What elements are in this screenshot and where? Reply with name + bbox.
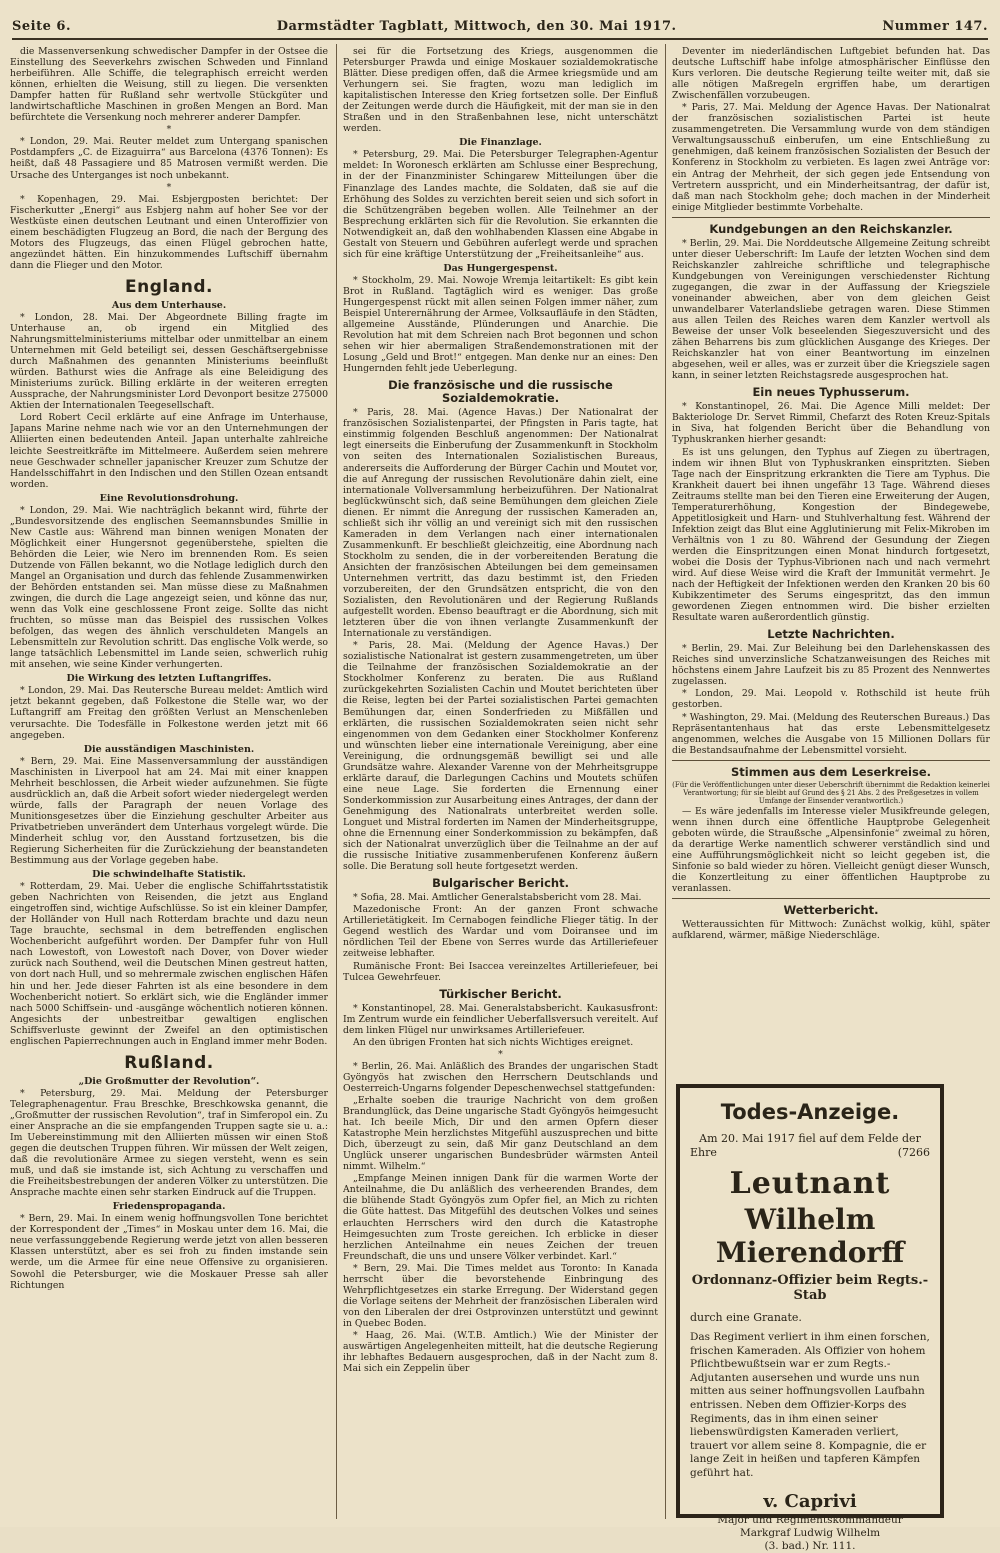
subheading: Das Hungergespenst. xyxy=(443,262,558,274)
issue-number: Nummer 147. xyxy=(882,18,988,34)
article-paragraph: * Berlin, 29. Mai. Die Norddeutsche Allgemeine Zeitung schreibt unter dieser Ueberschrift: Im Laufe der letzten Wochen sind dem Reichskanzler zahlreiche schriftliche und telegraphische Kundgebungen von Vereinigungen verschiedenster Richtung zugegangen, die zwar in der Auffassung der Kriegsziele voneinander abweichen, aber von dem gleichen Geist unwandelbarer Vaterlandsliebe getragen waren. Diese Stimmen aus allen Teilen des Reiches waren dem Kanzler wertvoll als Beweise der unser Volk beseelenden Siegeszuversicht und des zähen Beharrens bis zum glücklichen Ausgange des Krieges. Der Reichskanzler hat von einer Beantwortung im einzelnen abgesehen, weil er alles, was er zurzeit über die Kriegsziele sagen kann, in seiner letzten Reichstagsrede ausgesprochen hat. xyxy=(672,237,990,382)
article-paragraph: Lord Robert Cecil erklärte auf eine Anfrage im Unterhause, Japans Marine nehme nach wie vor an den Unternehmungen der Alliierten einen bedeutenden Anteil. Japan unterhalte zahlreiche leichte Seestreitkräfte im Mittelmeere. Außerdem seien mehrere neue Geschwader schneller japanischer Kreuzer zum Schutze der Handelsschiffahrt in den Indischen und den Stillen Ozean entsandt worden. xyxy=(10,412,328,490)
section-heading-typhusserum: Ein neues Typhusserum. xyxy=(752,385,910,400)
article-paragraph: „Erhalte soeben die traurige Nachricht von dem großen Brandunglück, das Deine ungarische Stadt Gyöngyös heimgesucht hat. Ich beeile Mich, Dir und den armen Opfern dieser Katastrophe Mein herzlichstes Mitgefühl auszusprechen und bitte Dich, überzeugt zu sein, daß Mir ganz Deutschland an dem Unglück unserer ungarischen Bundesbrüder wärmsten Anteil nimmt. Wilhelm.“ xyxy=(343,1094,658,1173)
death-notice-ref: (7266 xyxy=(897,1146,930,1159)
death-notice xyxy=(676,1084,944,1552)
article-paragraph: * London, 29. Mai. Reuter meldet zum Untergang spanischen Postdampfers „C. de Eizaguirra“ aus Barcelona (4376 Tonnen): Es heißt, daß 48 Passagiere und 85 Matrosen vermißt werden. Die Ursache des Unterganges ist noch unbekannt. xyxy=(10,136,328,181)
article-paragraph: — Es wäre jedenfalls im Interesse vieler Musikfreunde gelegen, wenn ihnen durch eine öffentliche Hauptprobe Gelegenheit geboten würde, die Straußsche „Alpensinfonie“ zweimal zu hören, da derartige Werke namentlich schwerer verständlich sind und eine Aufführungsmöglichkeit nicht so leicht gegeben ist, die Sinfonie so bald wieder zu hören. Vielleicht genügt dieser Wunsch, die Konzertleitung zu einer öffentlichen Hauptprobe zu veranlassen. xyxy=(672,805,990,895)
article-paragraph: Deventer im niederländischen Luftgebiet befunden hat. Das deutsche Luftschiff habe infolge atmosphärischer Einflüsse den Kurs verloren. Die deutsche Regierung teilte weiter mit, daß sie alle nötigen Maßregeln ergriffen habe, um derartigen Zwischenfällen vorzubeugen. xyxy=(672,46,990,102)
signature: v. Caprivi xyxy=(763,1490,857,1512)
article-paragraph: * Petersburg, 29. Mai. Meldung der Petersburger Telegraphenagentur. Frau Breschke, Breschkowska genannt, die „Großmutter der russischen Revolution“, traf in Simferopol ein. Zu einer Ansprache an die sie empfangenden Truppen sagte sie u. a.: Im Uebereinstimmung mit den Alliierten müssen wir einen Stoß gegen die deutschen Truppen führen. Wir müssen der Welt zeigen, daß die revolutionäre Armee zu siegen versteht, wenn es sein muß, und daß sie imstande ist, sich Achtung zu verschaffen und die Freiheitsbestrebungen der anderen Völker zu unterstützen. Die Ansprache machte einen sehr starken Eindruck auf die Truppen. xyxy=(10,1087,328,1199)
article-paragraph: * Paris, 28. Mai. (Meldung der Agence Havas.) Der sozialistische Nationalrat ist gestern zusammengetreten, um über die Teilnahme der französischen Sozialdemokratie an der Stockholmer Konferenz zu beraten. Die aus Rußland zurückgekehrten Sozialisten Cachin und Moutet berichteten über die Reise, legten bei der Partei sozialistischen Partei gemachten Bemühungen dar, einen Sonderfrieden zu Mißfällen und erklärten, die russischen Sozialdemokraten seien nicht sehr eingenommen von dem Gedanken einer Stockholmer Konferenz und wünschten lieber eine internationale Vereinigung, aber eine Vereinigung, die ordnungsgemäß bewilligt sei und alle Grundsätze wahre. Alexander Varenne von der Mehrheitsgruppe erklärte darauf, die Darlegungen Cachins und Moutets schüfen eine neue Lage. Sie forderten die Ernennung einer Sonderkommission zur Ausarbeitung eines Antrages, der dann der Genehmigung des Nationalrats unterbreitet werden solle. Longuet und Mistral forderten im Namen der Minderheitsgruppe, ohne die Ernennung einer Sonderkommission zu bekämpfen, daß sich der Nationalrat unverzüglich über die Teilnahme an der auf die russische Initiative zusammenberufenen Konferenz äußern solle. Die Beratung soll heute fortgesetzt werden. xyxy=(343,640,658,873)
subheading: Friedenspropaganda. xyxy=(112,1201,226,1213)
article-paragraph: sei für die Fortsetzung des Kriegs, ausgenommen die Petersburger Prawda und einige Moskauer sozialdemokratische Blätter. Diese predigen offen, daß die Armee kriegsmüde und am Verhungern sei. Sie fragten, wozu man lediglich im kapitalistischen Interesse den Krieg fortsetzen solle. Der Einfluß der Zeitungen werde durch die Häufigkeit, mit der man sie in den Straßen und in den Straßenbahnen lese, nicht unterschätzt werden. xyxy=(343,46,658,135)
masthead: Darmstädter Tagblatt, Mittwoch, den 30. Mai 1917. xyxy=(276,18,677,34)
column-2: sei für die Fortsetzung des Kriegs, ausgenommen die Petersburger Prawda und einige Moskauer sozialdemokratische Blätter. Diese predigen offen, daß die Armee kriegsmüde und am Verhungern sei. Sie fragten, wozu man lediglich im kapitalistischen Interesse den Krieg fortsetzen solle. Der Einfluß der Zeitungen werde durch die Häufigkeit, mit der man sie in den Straßen und in den Straßenbahnen lese, nicht unterschätzt werden. Die Finanzlage. * Petersburg, 29. Mai. Die Petersburger Telegraphen-Agentur meldet: In Woronesch erklärten am Schlusse einer Besprechung, in der der Finanzminister Schingarew Mitteilungen über die Finanzlage des Landes machte, die Soldaten, daß sie auf die Erhöhung des Soldes zu verzichten bereit seien und sich sofort in die Schützengräben begeben wollen. Alle Teilnehmer an der Besprechung erklärten sich für die Revolution. Sie erkannten die Notwendigkeit an, daß den wohlhabenden Klassen eine Abgabe in Gestalt von Steuern und Gebühren auferlegt werde und sprachen sich für eine kräftige Unterstützung der „Freiheitsanleihe“ aus. Das Hungergespenst. * Stockholm, 29. Mai. Nowoje Wremja leitartikelt: Es gibt kein Brot in Rußland. Tagtäglich wird es weniger. Das große Hungergespenst rückt mit allen seinen Folgen immer näher, zum Beispiel Unterernährung der Armee, Volksaufläufe in den Städten, allgemeine Ausstände, Plünderungen und Anarchie. Die Revolution hat mit dem Schreien nach Brot begonnen und schon sehen wir hier abermaligen Straßendemonstrationen mit der Losung „Geld und Brot!“ entgegen. Man denke nur an eines: Den Hungernden fehlt jede Ueberlegung. Die französische und die russische Sozialdemokratie. * Paris, 28. Mai. (Agence Havas.) Der Nationalrat der französischen Sozialistenpartei, der Pfingsten in Paris tagte, hat einstimmig folgenden Beschluß angenommen: Der Nationalrat legt einerseits die Einberufung der Zusammenkunft in Stockholm von seiten des Internationalen Sozialistischen Bureaus, andererseits die Aufforderung der Bürger Cachin und Moutet vor, die auf Anregung der russischen Revolutionäre dahin zielt, eine internationale Vollversammlung herbeizuführen. Der Nationalrat beglückwünscht sich, daß seine Bemühungen dem gleichen Ziele dienen. Er nimmt die Anregung der russischen Kameraden an, schließt sich ihr völlig an und vereinigt sich mit den russischen Kameraden in dem Verlangen nach einer internationalen Zusammenkunft. Er beschließt gleichzeitig, eine Abordnung nach Stockholm zu senden, die in der vorbereitenden Beratung die Ansichten der französischen Abteilungen bei dem gemeinsamen Unternehmen vertritt, das dazu bestimmt ist, den Frieden vorzubereiten, der den Grundsätzen entspricht, die von den Sozialisten, den Revolutionären und der Regierung Rußlands aufgestellt worden. Ebenso beauftragt er die Abordnung, sich mit letzteren über die von ihnen verlangte Zusammenkunft der Internationale zu verständigen. * Paris, 28. Mai. (Meldung der Agence Havas.) Der sozialistische Nationalrat ist gestern zusammengetreten, um über die Teilnahme der französischen Sozialdemokratie an der Stockholmer Konferenz zu beraten. Die aus Rußland zurückgekehrten Sozialisten Cachin und Moutet berichteten über die Reise, legten bei der Partei sozialistischen Partei gemachten Bemühungen dar, einen Sonderfrieden zu Mißfällen und erklärten, die russischen Sozialdemokraten seien nicht sehr eingenommen von dem Gedanken einer Stockholmer Konferenz und wünschten lieber eine internationale Vereinigung, aber eine Vereinigung, die ordnungsgemäß bewilligt sei und alle Grundsätze wahre. Alexander Varenne von der Mehrheitsgruppe erklärte darauf, die Darlegungen Cachins und Moutets schüfen eine neue Lage. Sie forderten die Ernennung einer Sonderkommission zur Ausarbeitung eines Antrages, der dann der Genehmigung des Nationalrats unterbreitet werden solle. Longuet und Mistral forderten im Namen der Minderheitsgruppe, ohne die Ernennung einer Sonderkommission zu bekämpfen, daß sich der Nationalrat unverzüglich über die Teilnahme an der auf die russische Initiative zusammenberufenen Konferenz äußern solle. Die Beratung soll heute fortgesetzt werden. Bulgarischer Bericht. * Sofia, 28. Mai. Amtlicher Generalstabsbericht vom 28. Mai. Mazedonische Front: An der ganzen Front schwache Artillerietätigkeit. Im Cernabogen feindliche Flieger tätig. In der Gegend westlich des Wardar und vom Doiransee und im nördlichen Teil der Ebene von Serres wurde das Artilleriefeuer zeitweise lebhafter. Rumänische Front: Bei Isaccea vereinzeltes Artilleriefeuer, bei Tulcea Gewehrfeuer. Türkischer Bericht. * Konstantinopel, 28. Mai. Generalstabsbericht. Kaukasusfront: Im Zentrum wurde ein feindlicher Ueberfallsversuch vereitelt. Auf dem linken Flügel nur unwirksames Artilleriefeuer. An den übrigen Fronten hat sich nichts Wichtiges ereignet. * * Berlin, 26. Mai. Anläßlich des Brandes der ungarischen Stadt Gyöngyös hat zwischen den Herrschern Deutschlands und Oesterreich-Ungarns folgender Depeschenwechsel stattgefunden: „Erhalte soeben die traurige Nachricht von dem großen Brandunglück, das Deine ungarische Stadt Gyöngyös heimgesucht hat. Ich beeile Mich, Dir und den armen Opfern dieser Katastrophe Mein herzlichstes Mitgefühl auszusprechen und bitte Dich, überzeugt zu sein, daß Mir ganz Deutschland an dem Unglück unserer ungarischen Bundesbrüder wärmsten Anteil nimmt. Wilhelm.“ „Empfange Meinen innigen Dank für die warmen Worte der Anteilnahme, die Du anläßlich des verheerenden Brandes, dem die blühende Stadt Gyöngyös zum Opfer fiel, an Mich zu richten die Güte hattest. Das Mitgefühl des deutschen Volkes und seines erlauchten Herrschers wird den durch die Katastrophe Heimgesuchten zum Troste gereichen. Ich erblicke in dieser herzlichen Anteilnahme ein neues Zeichen der treuen Freundschaft, die uns und unsere Völker verbindet. Karl.“ * Bern, 29. Mai. Die Times meldet aus Toronto: In Kanada herrscht über die bevorstehende Einbringung des Wehrpflichtgesetzes ein starke Erregung. Der Widerstand gegen die Vorlage seitens der Mehrheit der französischen Liberalen wird von den Liberalen der drei Ostprovinzen unterstützt und gewinnt in Quebec Boden. * Haag, 26. Mai. (W.T.B. Amtlich.) Wie der Minister der auswärtigen Angelegenheiten mitteilt, hat die deutsche Regierung ihr lebhaftes Bedauern ausgesprochen, daß in der Nacht zum 8. Mai sich ein Zeppelin über xyxy=(343,46,658,1375)
subheading: Die Wirkung des letzten Luftangriffes. xyxy=(66,673,272,685)
article-paragraph: * London, 28. Mai. Der Abgeordnete Billing fragte im Unterhause an, ob irgend ein Mitglied des Nahrungsmittelministeriums mittelbar oder unmittelbar an einem Unternehmen mit Geld beteiligt sei, dessen Geschäftsergebnisse durch Maßnahmen des genannten Ministeriums beeinflußt würden. Bathurst wies die Anfrage als eine Beleidigung des Ministeriums zurück. Billing erklärte in der weiteren erregten Aussprache, der Nahrungsminister Lord Devonport besitze 275000 Aktien der Internationalen Teegesellschaft. xyxy=(10,311,328,412)
signature-title: Major und Regimentskommandeur xyxy=(717,1513,903,1526)
article-paragraph: * London, 29. Mai. Wie nachträglich bekannt wird, führte der „Bundesvorsitzende des englischen Seemannsbundes Smillie in New Castle aus: Während man binnen wenigen Monaten der Möglichkeit einer Hungersnot gegenüberstehe, spielten die Behörden die Leier, wie Nero im brennenden Rom. Es seien Dutzende von Fällen bekannt, wo die Notlage lediglich durch den Mangel an Organisation und durch das fehlende Zusammenwirken der Behörden entstanden sei. Man müsse diese zu Maßnahmen zwingen, die durch die Lage angezeigt seien, und könne das nur, wenn das Volk eine geschlossene Front zeige. Sollte das nicht fruchten, so müsse man das Beispiel des russischen Volkes befolgen, das wegen des ähnlich verschuldeten Mangels an Lebensmitteln zur Revolution schritt. Das englische Volk werde, so lange tatsächlich Lebensmittel im Lande seien, schwerlich ruhig mit ansehen, wie seine Kinder verhungerten. xyxy=(10,504,328,671)
column-1: die Massenversenkung schwedischer Dampfer in der Ostsee die Einstellung des Seeverkehrs zwischen Schweden und Finnland herbeiführen. Alle Schiffe, die telegraphisch erreicht werden können, erhielten die Weisung, still zu liegen. Die versenkten Dampfer hatten für Rußland sehr wertvolle Stückgüter und landwirtschaftliche Maschinen in großen Mengen an Bord. Man befürchtete die Versenkung noch mehrerer anderer Dampfer. * * London, 29. Mai. Reuter meldet zum Untergang spanischen Postdampfers „C. de Eizaguirra“ aus Barcelona (4376 Tonnen): Es heißt, daß 48 Passagiere und 85 Matrosen vermißt werden. Die Ursache des Unterganges ist noch unbekannt. * * Kopenhagen, 29. Mai. Esbjergposten berichtet: Der Fischerkutter „Energi“ aus Esbjerg nahm auf hoher See vor der Westküste einen deutschen Leutnant und einen Unteroffizier von einem beschädigten Flugzeug an Bord, die nach der Bergung des Motors des Flugzeugs, das einen Flügel gebrochen hatte, angezündet hätten. Ein hinzukommendes Luftschiff übernahm dann die Flieger und den Motor. England. Aus dem Unterhause. * London, 28. Mai. Der Abgeordnete Billing fragte im Unterhause an, ob irgend ein Mitglied des Nahrungsmittelministeriums mittelbar oder unmittelbar an einem Unternehmen mit Geld beteiligt sei, dessen Geschäftsergebnisse durch Maßnahmen des genannten Ministeriums beeinflußt würden. Bathurst wies die Anfrage als eine Beleidigung des Ministeriums zurück. Billing erklärte in der weiteren erregten Aussprache, der Nahrungsminister Lord Devonport besitze 275000 Aktien der Internationalen Teegesellschaft. Lord Robert Cecil erklärte auf eine Anfrage im Unterhause, Japans Marine nehme nach wie vor an den Unternehmungen der Alliierten einen bedeutenden Anteil. Japan unterhalte zahlreiche leichte Seestreitkräfte im Mittelmeere. Außerdem seien mehrere neue Geschwader schneller japanischer Kreuzer zum Schutze der Handelsschiffahrt in den Indischen und den Stillen Ozean entsandt worden. Eine Revolutionsdrohung. * London, 29. Mai. Wie nachträglich bekannt wird, führte der „Bundesvorsitzende des englischen Seemannsbundes Smillie in New Castle aus: Während man binnen wenigen Monaten der Möglichkeit einer Hungersnot gegenüberstehe, spielten die Behörden die Leier, wie Nero im brennenden Rom. Es seien Dutzende von Fällen bekannt, wo die Notlage lediglich durch den Mangel an Organisation und durch das fehlende Zusammenwirken der Behörden entstanden sei. Man müsse diese zu Maßnahmen zwingen, die durch die Lage angezeigt seien, und könne das nur, wenn das Volk eine geschlossene Front zeige. Sollte das nicht fruchten, so müsse man das Beispiel des russischen Volkes befolgen, das wegen des ähnlich verschuldeten Mangels an Lebensmitteln zur Revolution schritt. Das englische Volk werde, so lange tatsächlich Lebensmittel im Lande seien, schwerlich ruhig mit ansehen, wie seine Kinder verhungerten. Die Wirkung des letzten Luftangriffes. * London, 29. Mai. Das Reutersche Bureau meldet: Amtlich wird jetzt bekannt gegeben, daß Folkestone die Stelle war, wo der Luftangriff am Freitag den größten Verlust an Menschenleben verursachte. Die Todesfälle in Folkestone werden jetzt mit 66 angegeben. Die ausständigen Maschinisten. * Bern, 29. Mai. Eine Massenversammlung der ausständigen Maschinisten in Liverpool hat am 24. Mai mit einer knappen Mehrheit beschlossen, die Arbeit wieder aufzunehmen. Sie fügte ausdrücklich an, daß die Arbeit sofort wieder niedergelegt werden würde, falls der Paragraph der neuen Vorlage des Munitionsgesetzes über die Einziehung geschulter Arbeiter aus Privatbetrieben unverändert dem Unterhaus vorgelegt würde. Die Minderheit schlug vor, den Ausstand fortzusetzen, bis die Regierung Sicherheiten für die Zurückziehung der beanstandeten Bestimmung aus der Vorlage gegeben habe. Die schwindelhafte Statistik. * Rotterdam, 29. Mai. Ueber die englische Schiffahrtsstatistik geben Nachrichten von Reisenden, die jetzt aus England eingetroffen sind, wichtige Aufschlüsse. So ist ein kleiner Dampfer, der Holländer von Hull nach Rotterdam brachte und dazu neun Tage brauchte, sechsmal in dem betreffenden englischen Wochenbericht aufgeführt worden. Der Dampfer fuhr von Hull nach Lowestoft, von Lowestoft nach Dover, von Dover wieder zurück nach Southend, weil die Deutschen Minen gestreut hatten, von dort nach Hull, und so mehrermale zwischen englischen Häfen hin und her. Jede dieser Fahrten ist als eine besondere in dem Wochenbericht notiert. So erklärt sich, wie die Engländer immer nach 5000 Schiffsein- und -ausgänge wöchentlich notieren können. Angesichts der unbestreitbar gewaltigen englischen Schiffsverluste gewinnt der Zweifel an den optimistischen englischen Papierrechnungen auch in England immer mehr Boden. Rußland. „Die Großmutter der Revolution“. * Petersburg, 29. Mai. Meldung der Petersburger Telegraphenagentur. Frau Breschke, Breschkowska genannt, die „Großmutter der russischen Revolution“, traf in Simferopol ein. Zu einer Ansprache an die sie empfangenden Truppen sagte sie u. a.: Im Uebereinstimmung mit den Alliierten müssen wir einen Stoß gegen die deutschen Truppen führen. Wir müssen der Welt zeigen, daß die revolutionäre Armee zu siegen versteht, wenn es sein muß, und daß sie imstande ist, sich Achtung zu verschaffen und die Freiheitsbestrebungen der anderen Völker zu unterstützen. Die Ansprache machte einen sehr starken Eindruck auf die Truppen. Friedenspropaganda. * Bern, 29. Mai. In einem wenig hoffnungsvollen Tone berichtet der Korrespondent der „Times“ in Moskau unter dem 16. Mai, die neue verfassunggebende Regierung werde jetzt von allen besseren Klassen unterstützt, aber es sei froh zu finden imstande sein werde, um die Armee für eine neue Offensive zu organisieren. Sowohl die Petersburger, wie die Moskauer Presse sah aller Richtungen xyxy=(10,46,328,1291)
section-heading-russland: Rußland. xyxy=(124,1052,214,1073)
article-paragraph: * Bern, 29. Mai. Eine Massenversammlung der ausständigen Maschinisten in Liverpool hat am 24. Mai mit einer knappen Mehrheit beschlossen, die Arbeit wieder aufzunehmen. Sie fügte ausdrücklich an, daß die Arbeit sofort wieder niedergelegt werden würde, falls der Paragraph der neuen Vorlage des Munitionsgesetzes über die Einziehung geschulter Arbeiter aus Privatbetrieben unverändert dem Unterhaus vorgelegt würde. Die Minderheit schlug vor, den Ausstand fortzusetzen, bis die Regierung Sicherheiten für die Zurückziehung der beanstandeten Bestimmung aus der Vorlage gegeben habe. xyxy=(10,755,328,867)
article-paragraph: „Empfange Meinen innigen Dank für die warmen Worte der Anteilnahme, die Du anläßlich des verheerenden Brandes, dem die blühende Stadt Gyöngyös zum Opfer fiel, an Mich zu richten die Güte hattest. Das Mitgefühl des deutschen Volkes und seines erlauchten Herrschers wird den durch die Katastrophe Heimgesuchten zum Troste gereichen. Ich erblicke in dieser herzlichen Anteilnahme ein neues Zeichen der treuen Freundschaft, die uns und unsere Völker verbindet. Karl.“ xyxy=(343,1173,658,1262)
page-header xyxy=(12,14,988,40)
death-notice-ehre: Ehre xyxy=(690,1146,717,1159)
subheading: Die schwindelhafte Statistik. xyxy=(92,869,246,881)
column-3 xyxy=(672,46,990,1077)
section-heading-leserkreise: Stimmen aus dem Leserkreise. xyxy=(730,764,931,779)
section-heading-letzte-nachrichten: Letzte Nachrichten. xyxy=(767,627,895,642)
deceased-role: Ordonnanz-Offizier beim Regts.-Stab xyxy=(691,1273,929,1303)
section-heading-tuerkisch: Türkischer Bericht. xyxy=(439,986,562,1001)
regiment-name: Markgraf Ludwig Wilhelm xyxy=(739,1526,881,1539)
article-paragraph: * Washington, 29. Mai. (Meldung des Reuterschen Bureaus.) Das Repräsentantenhaus hat das erste Lebensmittelgesetz angenommen, welches die Ausgabe von 15 Millionen Dollars für die Bestandsaufnahme der Lebensmittel vorsieht. xyxy=(672,711,990,756)
article-paragraph: * Stockholm, 29. Mai. Nowoje Wremja leitartikelt: Es gibt kein Brot in Rußland. Tagtäglich wird es weniger. Das große Hungergespenst rückt mit allen seinen Folgen immer näher, zum Beispiel Unterernährung der Armee, Volksaufläufe in den Städten, allgemeine Ausstände, Plünderungen und Anarchie. Die Revolution hat mit dem Schreien nach Brot begonnen und schon sehen wir hier abermaligen Straßendemonstrationen mit der Losung „Geld und Brot!“ entgegen. Man denke nur an eines: Den Hungernden fehlt jede Ueberlegung. xyxy=(343,274,658,375)
editorial-note: (Für die Veröffentlichungen unter dieser Ueberschrift übernimmt die Redaktion keinerlei Verantwortung; für sie bleibt auf Grund des § 21 Abs. 2 des Preßgesetzes in vollem Umfange der Einsender verantwortlich.) xyxy=(672,780,990,805)
section-heading-wetterbericht: Wetterbericht. xyxy=(783,903,879,918)
article-paragraph: Mazedonische Front: An der ganzen Front schwache Artillerietätigkeit. Im Cernabogen feindliche Flieger tätig. In der Gegend westlich des Wardar und vom Doiransee und im nördlichen Teil der Ebene von Serres wurde das Artilleriefeuer zeitweise lebhafter. xyxy=(343,904,658,960)
article-paragraph: * Sofia, 28. Mai. Amtlicher Generalstabsbericht vom 28. Mai. xyxy=(353,892,642,904)
article-paragraph: * Konstantinopel, 28. Mai. Generalstabsbericht. Kaukasusfront: Im Zentrum wurde ein feindlicher Ueberfallsversuch vereitelt. Auf dem linken Flügel nur unwirksames Artilleriefeuer. xyxy=(343,1002,658,1036)
column-rule xyxy=(336,44,337,1519)
article-paragraph: Es ist uns gelungen, den Typhus auf Ziegen zu übertragen, indem wir ihnen Blut von Typhuskranken einspritzten. Sieben Tage nach der Einspritzung erkrankten die Tiere am Typhus. Die Krankheit dauert bei ihnen ungefähr 13 Tage. Während dieses Zeitraums stellte man bei den Tieren eine Erweiterung der Augen, Temperaturerhöhung, Kongestion der Bindegewebe, Appetitlosigkeit und Harn- und Stuhlverhaltung fest. Während der Infektion zeigt das Blut eine Agglutinierung mit Felix-Mikroben im Verhältnis von 1 zu 80. Während der Gesundung der Ziegen werden die Einspritzungen einen Monat hindurch fortgesetzt, wobei die Dosis der Typhus-Vibrionen nach und nach vermehrt wird. Auf diese Weise wird die Kraft der Immunität vermehrt. Je nach der Heftigkeit der Infektionen werden den Kranken 20 bis 60 Kubikzentimeter des Serums eingespritzt, das den immun gewordenen Ziegen entnommen wird. Die bisher erzielten Resultate waren außerordentlich günstig. xyxy=(672,446,990,624)
article-paragraph: * Bern, 29. Mai. Die Times meldet aus Toronto: In Kanada herrscht über die bevorstehende Einbringung des Wehrpflichtgesetzes ein starke Erregung. Der Widerstand gegen die Vorlage seitens der Mehrheit der französischen Liberalen wird von den Liberalen der drei Ostprovinzen unterstützt und gewinnt in Quebec Boden. xyxy=(343,1262,658,1329)
column-rule xyxy=(665,44,666,1519)
article-paragraph: * London, 29. Mai. Das Reutersche Bureau meldet: Amtlich wird jetzt bekannt gegeben, daß Folkestone die Stelle war, wo der Luftangriff am Freitag den größten Verlust an Menschenleben verursachte. Die Todesfälle in Folkestone werden jetzt mit 66 angegeben. xyxy=(10,685,328,741)
article-paragraph: * Bern, 29. Mai. In einem wenig hoffnungsvollen Tone berichtet der Korrespondent der „Times“ in Moskau unter dem 16. Mai, die neue verfassunggebende Regierung werde jetzt von allen besseren Klassen unterstützt, aber es sei froh zu finden imstande sein werde, um die Armee für eine neue Offensive zu organisieren. Sowohl die Petersburger, wie die Moskauer Presse sah aller Richtungen xyxy=(10,1213,328,1291)
death-notice-cause: durch eine Granate. xyxy=(690,1311,802,1324)
subheading: Die Finanzlage. xyxy=(459,137,542,149)
page-number: Seite 6. xyxy=(12,18,71,34)
article-paragraph: * London, 29. Mai. Leopold v. Rothschild ist heute früh gestorben. xyxy=(672,688,990,711)
article-paragraph: * Haag, 26. Mai. (W.T.B. Amtlich.) Wie der Minister der auswärtigen Angelegenheiten mitteilt, hat die deutsche Regierung ihr lebhaftes Bedauern ausgesprochen, daß in der Nacht zum 8. Mai sich ein Zeppelin über xyxy=(343,1329,658,1375)
subheading: „Die Großmutter der Revolution“. xyxy=(78,1075,260,1087)
death-notice-intro: Am 20. Mai 1917 fiel auf dem Felde der xyxy=(699,1132,921,1145)
article-paragraph: Rumänische Front: Bei Isaccea vereinzeltes Artilleriefeuer, bei Tulcea Gewehrfeuer. xyxy=(343,960,658,983)
article-paragraph: * Berlin, 26. Mai. Anläßlich des Brandes der ungarischen Stadt Gyöngyös hat zwischen den Herrschern Deutschlands und Oesterreich-Ungarns folgender Depeschenwechsel stattgefunden: xyxy=(343,1060,658,1094)
section-heading-sozialdemokratie: Die französische und die russische Sozialdemokratie. xyxy=(388,378,613,406)
death-notice-body: Das Regiment verliert in ihm einen forschen, frischen Kameraden. Als Offizier von hohem Pflichtbewußtsein war er zum Regts.-Adjutanten ausersehen und wurde uns nun mitten aus seiner hoffnungsvollen Laufbahn entrissen. Neben dem Offizier-Korps des Regiments, das in ihm einen seiner liebenswürdigsten Kameraden verliert, trauert vor allem seine 8. Kompagnie, die er lange Zeit in heißen und tapferen Kämpfen geführt hat. xyxy=(690,1331,930,1479)
article-paragraph: * Konstantinopel, 26. Mai. Die Agence Milli meldet: Der Bakteriologe Dr. Servet Rimmil, Chefarzt des Roten Kreuz-Spitals in Siva, hat folgenden Bericht über die Behandlung von Typhuskranken hierher gesandt: xyxy=(672,401,990,446)
article-paragraph: * Paris, 28. Mai. (Agence Havas.) Der Nationalrat der französischen Sozialistenpartei, der Pfingsten in Paris tagte, hat einstimmig folgenden Beschluß angenommen: Der Nationalrat legt einerseits die Einberufung der Zusammenkunft in Stockholm von seiten des Internationalen Sozialistischen Bureaus, andererseits die Aufforderung der Bürger Cachin und Moutet vor, die auf Anregung der russischen Revolutionäre dahin zielt, eine internationale Vollversammlung herbeizuführen. Der Nationalrat beglückwünscht sich, daß seine Bemühungen dem gleichen Ziele dienen. Er nimmt die Anregung der russischen Kameraden an, schließt sich ihr völlig an und vereinigt sich mit den russischen Kameraden in dem Verlangen nach einer internationalen Zusammenkunft. Er beschließt gleichzeitig, eine Abordnung nach Stockholm zu senden, die in der vorbereitenden Beratung die Ansichten der französischen Abteilungen bei dem gemeinsamen Unternehmen vertritt, das dazu bestimmt ist, den Frieden vorzubereiten, der den Grundsätzen entspricht, die von den Sozialisten, den Revolutionären und der Regierung Rußlands aufgestellt worden. Ebenso beauftragt er die Abordnung, sich mit letzteren über die von ihnen verlangte Zusammenkunft der Internationale zu verständigen. xyxy=(343,407,658,640)
article-paragraph: * Petersburg, 29. Mai. Die Petersburger Telegraphen-Agentur meldet: In Woronesch erklärten am Schlusse einer Besprechung, in der der Finanzminister Schingarew Mitteilungen über die Finanzlage des Landes machte, die Soldaten, daß sie auf die Erhöhung des Soldes zu verzichten bereit seien und sich sofort in die Schützengräben begeben wollen. Alle Teilnehmer an der Besprechung erklärten sich für die Revolution. Sie erkannten die Notwendigkeit an, daß den wohlhabenden Klassen eine Abgabe in Gestalt von Steuern und Gebühren auferlegt werde und sprachen sich für eine kräftige Unterstützung der „Freiheitsanleihe“ aus. xyxy=(343,149,658,260)
subheading: Aus dem Unterhause. xyxy=(111,299,227,311)
death-notice-title: Todes-Anzeige. xyxy=(720,1100,900,1124)
article-paragraph: * Rotterdam, 29. Mai. Ueber die englische Schiffahrtsstatistik geben Nachrichten von Reisenden, die jetzt aus England eingetroffen sind, wichtige Aufschlüsse. So ist ein kleiner Dampfer, der Holländer von Hull nach Rotterdam brachte und dazu neun Tage brauchte, sechsmal in dem betreffenden englischen Wochenbericht aufgeführt worden. Der Dampfer fuhr von Hull nach Lowestoft, von Lowestoft nach Dover, von Dover wieder zurück nach Southend, weil die Deutschen Minen gestreut hatten, von dort nach Hull, und so mehrermale zwischen englischen Häfen hin und her. Jede dieser Fahrten ist als eine besondere in dem Wochenbericht notiert. So erklärt sich, wie die Engländer immer nach 5000 Schiffsein- und -ausgänge wöchentlich notieren können. Angesichts der unbestreitbar gewaltigen englischen Schiffsverluste gewinnt der Zweifel an den optimistischen englischen Papierrechnungen auch in England immer mehr Boden. xyxy=(10,881,328,1047)
deceased-rank: Leutnant xyxy=(729,1166,891,1201)
section-heading-england: England. xyxy=(125,276,213,297)
subheading: Eine Revolutionsdrohung. xyxy=(99,492,239,504)
deceased-name: Wilhelm Mierendorff xyxy=(715,1203,905,1269)
section-heading-bulgarisch: Bulgarischer Bericht. xyxy=(432,876,569,891)
regiment-number: (3. bad.) Nr. 111. xyxy=(764,1539,856,1552)
subheading: Die ausständigen Maschinisten. xyxy=(83,743,255,755)
article-paragraph: die Massenversenkung schwedischer Dampfer in der Ostsee die Einstellung des Seeverkehrs zwischen Schweden und Finnland herbeiführen. Alle Schiffe, die telegraphisch erreicht werden können, erhielten die Weisung, still zu liegen. Die versenkten Dampfer hatten für Rußland sehr wertvolle Stückgüter und landwirtschaftliche Maschinen in großen Mengen an Bord. Man befürchtete die Versenkung noch mehrerer anderer Dampfer. xyxy=(10,46,328,124)
section-heading-kundgebungen: Kundgebungen an den Reichskanzler. xyxy=(709,221,953,236)
article-paragraph: An den übrigen Fronten hat sich nichts Wichtiges ereignet. xyxy=(353,1036,634,1048)
article-paragraph: * Kopenhagen, 29. Mai. Esbjergposten berichtet: Der Fischerkutter „Energi“ aus Esbjerg nahm auf hoher See vor der Westküste einen deutschen Leutnant und einen Unteroffizier von einem beschädigten Flugzeug an Bord, die nach der Bergung des Motors des Flugzeugs, das einen Flügel gebrochen hatte, angezündet hätten. Ein hinzukommendes Luftschiff übernahm dann die Flieger und den Motor. xyxy=(10,193,328,271)
article-paragraph: * Paris, 27. Mai. Meldung der Agence Havas. Der Nationalrat der französischen sozialistischen Partei ist heute zusammengetreten. Die Versammlung wurde von dem ständigen Verwaltungsausschuß einberufen, um eine Entschließung zu genehmigen, daß keinem französischen Sozialisten der Besuch der Konferenz in Stockholm zu verbieten. Es lagen zwei Anträge vor: ein Antrag der Mehrheit, der sich gegen jede Entsendung von Vertretern ausspricht, und ein Minderheitsantrag, der dafür ist, daß man nach Stockholm gehe; doch machen in der Minderheit einige Mitglieder bestimmte Vorbehalte. xyxy=(672,102,990,213)
weather-forecast: Wetteraussichten für Mittwoch: Zunächst wolkig, kühl, später aufklarend, wärmer, mäßige Niederschläge. xyxy=(672,919,990,942)
article-paragraph: * Berlin, 29. Mai. Zur Beleihung bei den Darlehenskassen des Reiches sind unverzinsliche Schatzanweisungen des Reiches mit höchstens einem Jahre Laufzeit bis zu 85 Prozent des Nennwertes zugelassen. xyxy=(672,643,990,688)
